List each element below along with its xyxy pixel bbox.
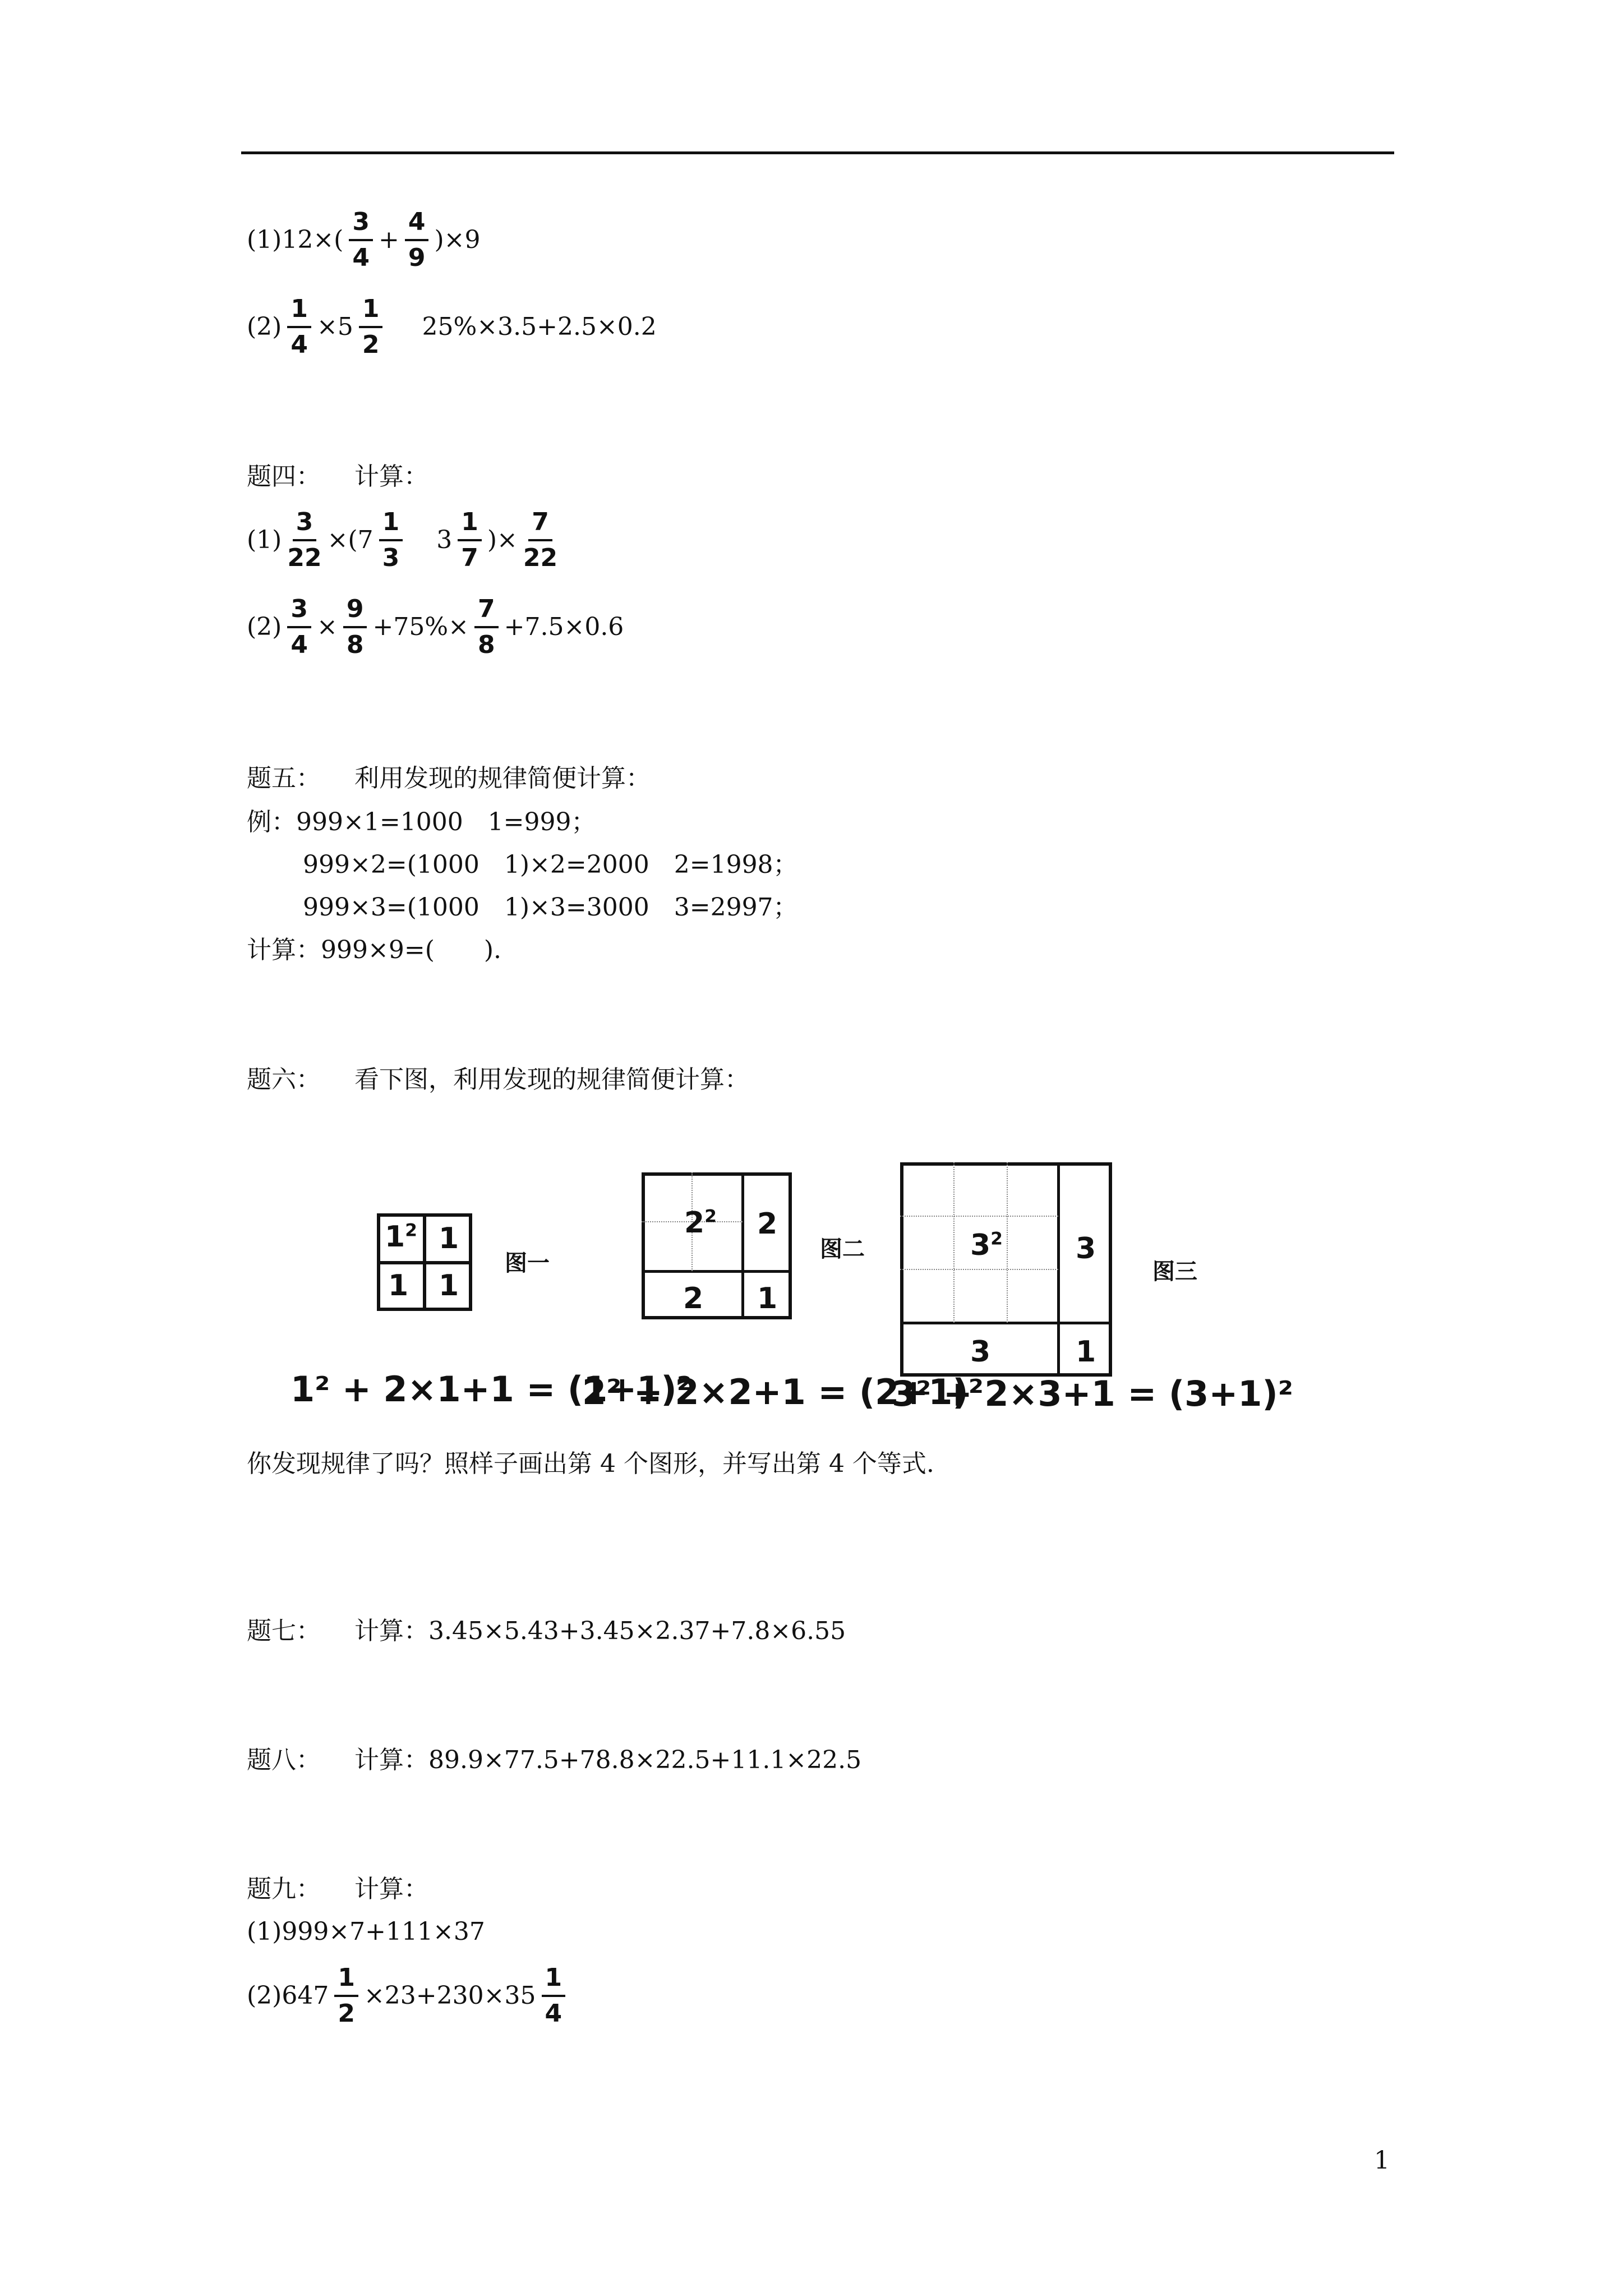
q5-heading: 题五： 利用发现的规律简便计算：: [247, 764, 651, 793]
q3-part2: (2) $\frac{1}{4}$ ×5 $\frac{1}{2}$ 25%×3.5+2.5×0.2: [247, 295, 657, 359]
q8: 题八： 计算：89.9×77.5+78.8×22.5+11.1×22.5: [247, 1746, 862, 1774]
fig1-cell-1: $1^2$: [385, 1220, 417, 1254]
fig2-big-square: $2^2$: [684, 1206, 717, 1240]
q5-example-line1: 例：999×1=1000 1=999；: [247, 808, 596, 836]
fraction: $\frac{7}{8}$: [474, 595, 499, 660]
q9-part2: (2)647 $\frac{1}{2}$ ×23+230×35 $\frac{1}{4}$: [247, 1963, 571, 2028]
fraction: $\frac{3}{4}$: [287, 595, 311, 660]
fig2-corner: 1: [757, 1282, 778, 1315]
fraction: $\frac{3}{22}$: [287, 508, 322, 572]
fraction: $\frac{1}{2}$: [334, 1963, 358, 2028]
q9-heading: 题九： 计算：: [247, 1875, 428, 1903]
q5-compute: 计算：999×9=( ).: [247, 936, 502, 964]
fraction: $\frac{1}{3}$: [379, 508, 403, 573]
fig1-cell-3: 1: [388, 1269, 409, 1303]
q6-heading: 题六： 看下图，利用发现的规律简便计算：: [247, 1065, 749, 1094]
page-number: 1: [1374, 2146, 1390, 2175]
q4-part2: (2) $\frac{3}{4}$ × $\frac{9}{8}$ +75%× $\frac{7}{8}$ +7.5×0.6: [247, 595, 624, 659]
fig3-side: 3: [1076, 1232, 1096, 1266]
fraction: $\frac{9}{8}$: [343, 595, 367, 660]
q4-part1: (1) $\frac{3}{22}$ ×(7 $\frac{1}{3}$ 3 $\frac{1}{7}$ )× $\frac{7}{22}$: [247, 508, 558, 572]
fraction: $\frac{1}{2}$: [359, 295, 383, 360]
q7: 题七： 计算：3.45×5.43+3.45×2.37+7.8×6.55: [247, 1617, 846, 1645]
fraction: $\frac{1}{7}$: [458, 508, 482, 573]
fig1-cell-2: 1: [439, 1222, 459, 1255]
fig3-corner: 1: [1076, 1335, 1096, 1369]
fig2-equation: 2² + 2×2+1 = (2+1)²: [582, 1372, 984, 1412]
q6-question: 你发现规律了吗？照样子画出第 4 个图形，并写出第 4 个等式.: [247, 1450, 934, 1478]
fig1-cell-4: 1: [439, 1269, 459, 1303]
fraction: $\frac{3}{4}$: [349, 208, 373, 273]
q9-part1: (1)999×7+111×37: [247, 1917, 485, 1946]
q5-example-line3: 999×3=(1000 1)×3=3000 3=2997；: [303, 893, 798, 922]
fig3-bottom: 3: [970, 1335, 991, 1369]
fig2-bottom: 2: [683, 1282, 704, 1315]
fig2-label: 图二: [820, 1236, 865, 1262]
header-rule: [241, 151, 1394, 154]
fraction: $\frac{1}{4}$: [542, 1963, 566, 2028]
q3-p1-prefix: (1)12×(: [247, 226, 344, 254]
q4-heading: 题四： 计算：: [247, 462, 428, 491]
fig2-side: 2: [757, 1207, 778, 1241]
fig1-equation: 1² + 2×1+1 = (1+1)²: [291, 1369, 692, 1410]
q3-part1: (1)12×( $\frac{3}{4}$ + $\frac{4}{9}$ )×9: [247, 208, 481, 272]
fig3-big-square: $3^2$: [970, 1228, 1003, 1262]
fraction: $\frac{1}{4}$: [287, 295, 311, 360]
fig3-label: 图三: [1152, 1259, 1197, 1285]
q5-example-line2: 999×2=(1000 1)×2=2000 2=1998；: [303, 850, 798, 879]
fig3-equation: 3² + 2×3+1 = (3+1)²: [892, 1373, 1293, 1414]
fig1-label: 图一: [505, 1250, 550, 1276]
fraction: $\frac{4}{9}$: [405, 208, 429, 273]
fraction: $\frac{7}{22}$: [523, 508, 558, 572]
